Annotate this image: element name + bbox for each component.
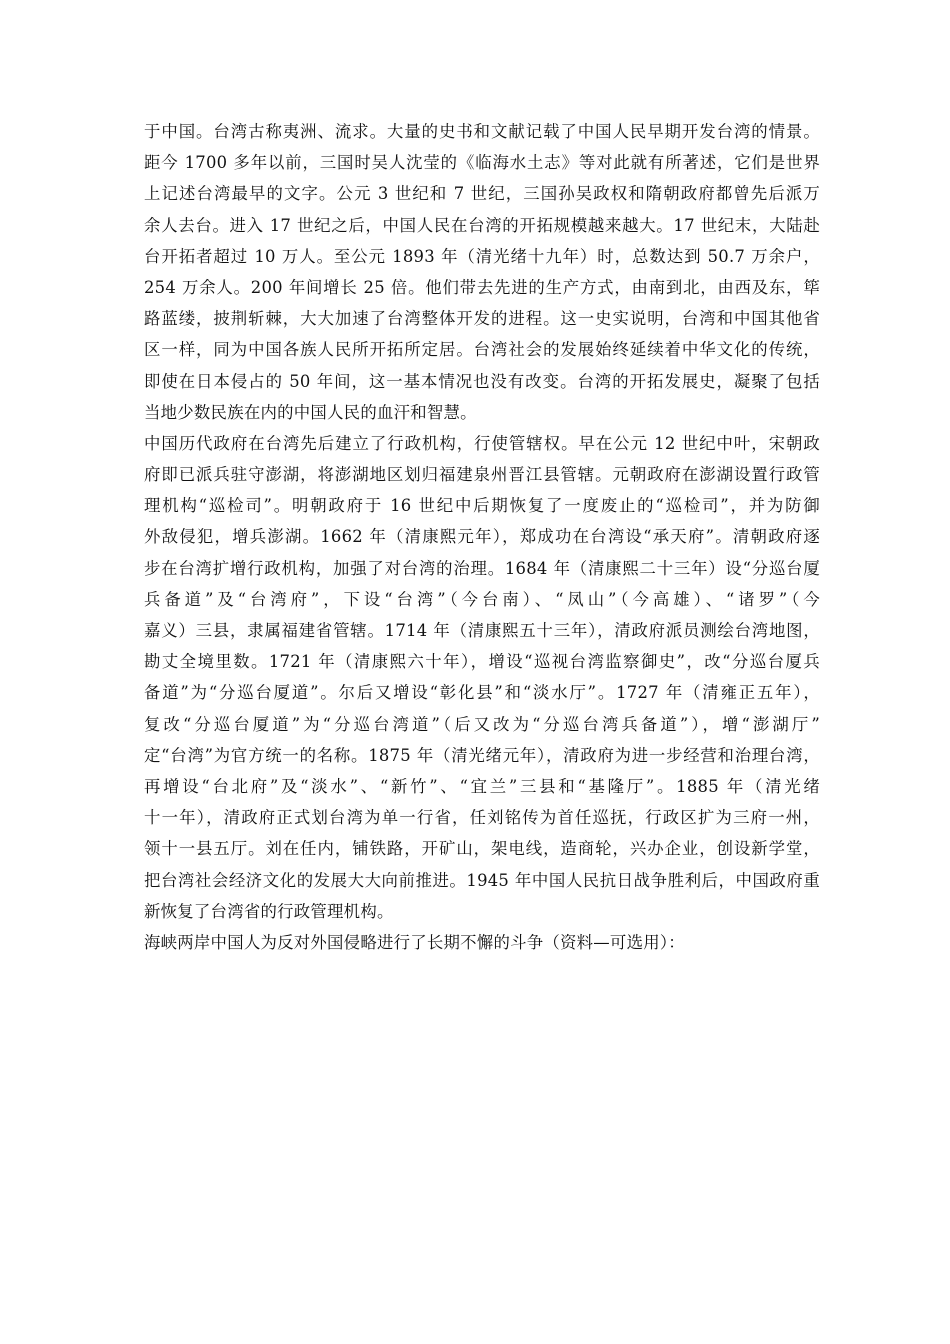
text-line: 即使在日本侵占的 50 年间，这一基本情况也没有改变。台湾的开拓发展史，凝聚了包括 xyxy=(144,371,820,391)
text-line: 嘉义）三县，隶属福建省管辖。1714 年（清康熙五十三年），清政府派员测绘台湾地图， xyxy=(144,621,820,640)
text-line: 新恢复了台湾省的行政管理机构。 xyxy=(144,901,394,921)
text-line: 复改“分巡台厦道”为“分巡台湾道”（后又改为“分巡台湾兵备道”），增“澎湖厅” xyxy=(144,714,820,734)
text-line: 定“台湾”为官方统一的名称。1875 年（清光绪元年），清政府为进一步经营和治理台湾， xyxy=(144,745,820,765)
paragraph-resistance-heading xyxy=(144,927,820,958)
text-line: 台开拓者超过 10 万人。至公元 1893 年（清光绪十九年）时，总数达到 50.7 万余户， xyxy=(144,246,820,266)
text-line: 外敌侵犯，增兵澎湖。1662 年（清康熙元年），郑成功在台湾设“承天府”。清朝政府逐 xyxy=(144,527,820,547)
text-line: 距今 1700 多年以前，三国时吴人沈莹的《临海水土志》等对此就有所著述，它们是世界 xyxy=(144,153,820,173)
text-line: 把台湾社会经济文化的发展大大向前推进。1945 年中国人民抗日战争胜利后，中国政府重 xyxy=(144,870,820,890)
text-line: 步在台湾扩增行政机构，加强了对台湾的治理。1684 年（清康熙二十三年）设“分巡台厦 xyxy=(144,558,820,578)
text-line: 路蓝缕，披荆斩棘，大大加速了台湾整体开发的进程。这一史实说明，台湾和中国其他省 xyxy=(144,309,820,329)
text-line: 十一年），清政府正式划台湾为单一行省，任刘铭传为首任巡抚，行政区扩为三府一州， xyxy=(144,808,820,828)
text-line: 领十一县五厅。刘在任内，铺铁路，开矿山，架电线，造商轮，兴办企业，创设新学堂， xyxy=(144,839,820,859)
paragraph-administration-history xyxy=(144,428,820,927)
text-line: 254 万余人。200 年间增长 25 倍。他们带去先进的生产方式，由南到北，由西及东，筚 xyxy=(144,277,820,297)
text-line: 兵备道”及“台湾府”，下设“台湾”（今台南）、“凤山”（今高雄）、“诸罗”（今 xyxy=(144,589,820,609)
text-line: 当地少数民族在内的中国人民的血汗和智慧。 xyxy=(144,402,477,422)
text-line: 理机构“巡检司”。明朝政府于 16 世纪中后期恢复了一度废止的“巡检司”，并为防御 xyxy=(144,496,820,516)
text-line: 于中国。台湾古称夷洲、流求。大量的史书和文献记载了中国人民早期开发台湾的情景。 xyxy=(144,122,820,141)
text-line: 勘丈全境里数。1721 年（清康熙六十年），增设“巡视台湾监察御史”，改“分巡台厦兵 xyxy=(144,652,820,672)
text-line: 中国历代政府在台湾先后建立了行政机构，行使管辖权。早在公元 12 世纪中叶，宋朝政 xyxy=(144,433,820,453)
paragraph-taiwan-development xyxy=(144,116,820,428)
document-page xyxy=(144,116,820,958)
text-line: 上记述台湾最早的文字。公元 3 世纪和 7 世纪，三国孙吴政权和隋朝政府都曾先后派万 xyxy=(144,184,820,204)
text-line: 府即已派兵驻守澎湖，将澎湖地区划归福建泉州晋江县管辖。元朝政府在澎湖设置行政管 xyxy=(144,465,820,485)
text-line: 再增设“台北府”及“淡水”、“新竹”、“宜兰”三县和“基隆厅”。1885 年（清光绪 xyxy=(144,776,820,796)
text-line: 海峡两岸中国人为反对外国侵略进行了长期不懈的斗争（资料—可选用）： xyxy=(144,932,685,952)
text-line: 备道”为“分巡台厦道”。尔后又增设“彰化县”和“淡水厅”。1727 年（清雍正五年）， xyxy=(144,683,820,703)
text-line: 余人去台。进入 17 世纪之后，中国人民在台湾的开拓规模越来越大。17 世纪末，大陆赴 xyxy=(144,215,820,235)
text-line: 区一样，同为中国各族人民所开拓所定居。台湾社会的发展始终延续着中华文化的传统， xyxy=(144,340,820,360)
